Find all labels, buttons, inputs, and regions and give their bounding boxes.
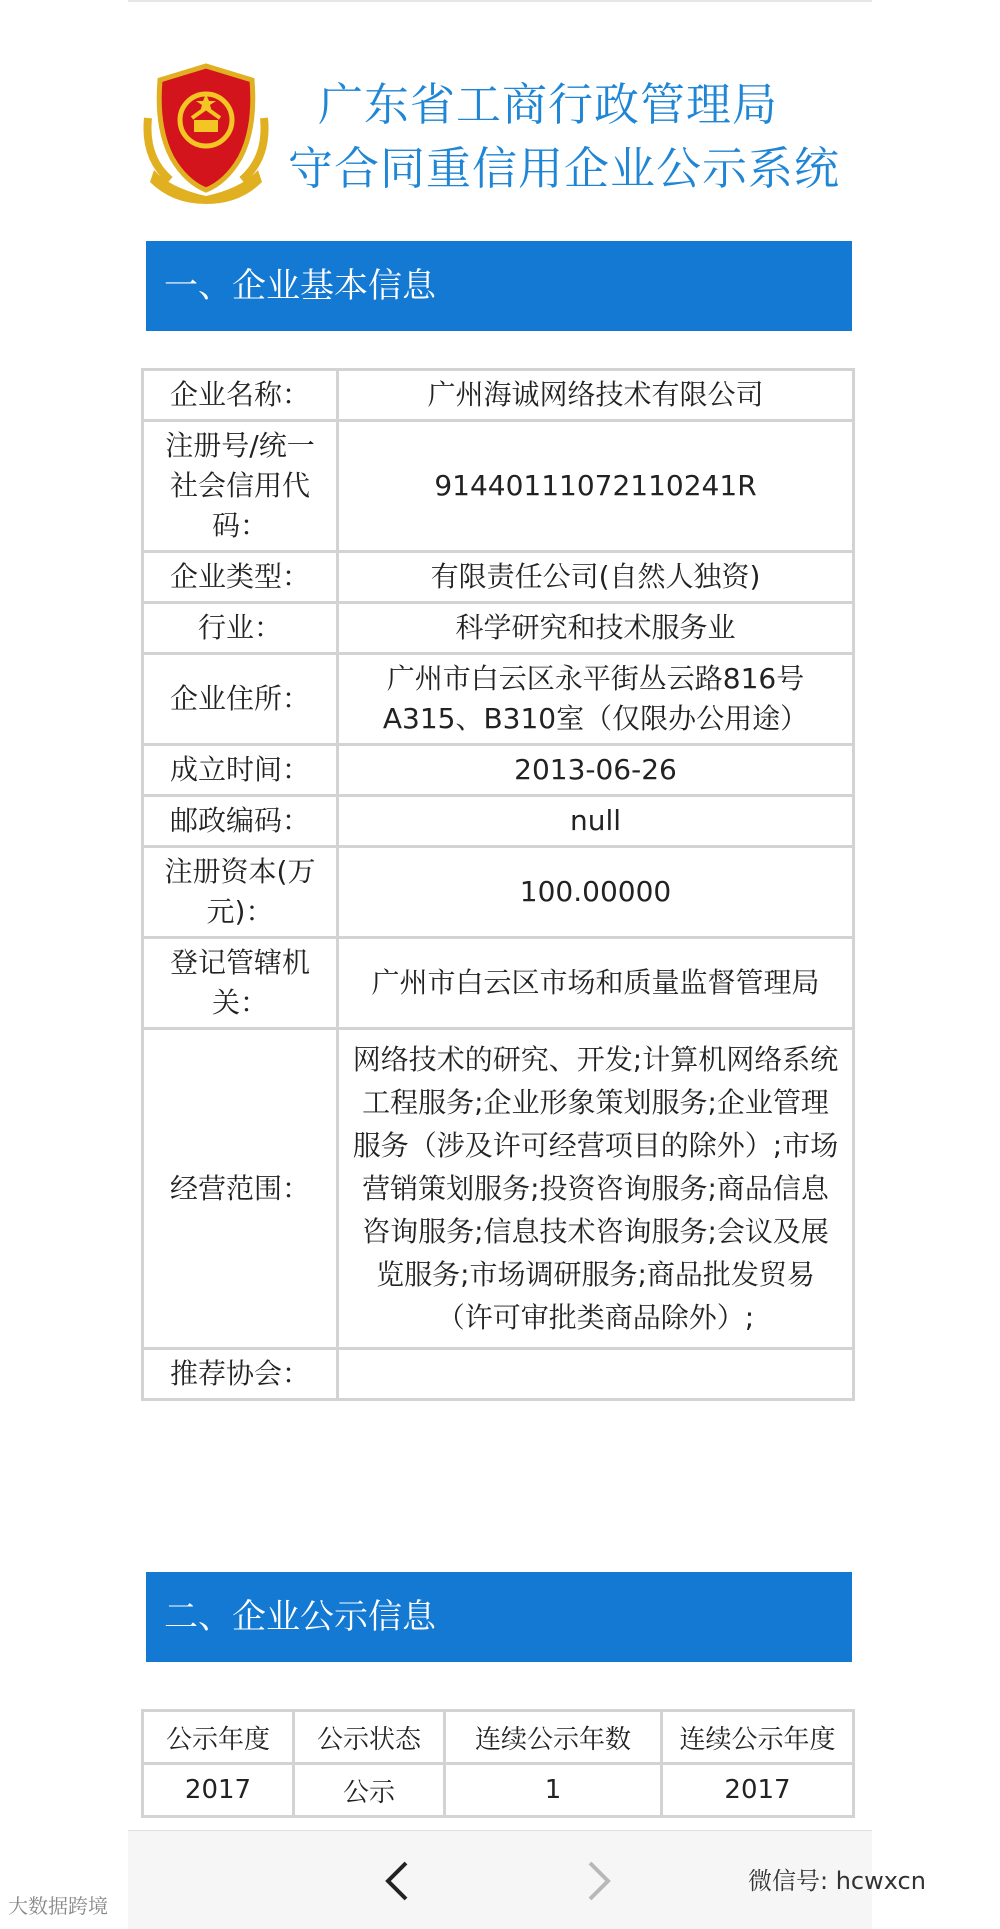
row-label: 推荐协会： — [143, 1349, 338, 1400]
table-row — [143, 603, 854, 654]
col-consecutive-year: 连续公示年度 — [662, 1711, 854, 1764]
table-row — [143, 847, 854, 938]
row-value: 91440111072110241R — [338, 421, 854, 552]
row-label: 登记管辖机关： — [143, 938, 338, 1029]
publicity-header-row — [143, 1711, 854, 1764]
row-value: 网络技术的研究、开发;计算机网络系统工程服务;企业形象策划服务;企业管理服务（涉及许可经营项目的除外）;市场营销策划服务;投资咨询服务;商品信息咨询服务;信息技术咨询服务;会议及展览服务;市场调研服务;商品批发贸易（许可审批类商品除外）; — [338, 1029, 854, 1349]
section-basic-info-title: 一、企业基本信息 — [146, 241, 852, 331]
row-value: 广州市白云区市场和质量监督管理局 — [338, 938, 854, 1029]
row-label: 成立时间： — [143, 745, 338, 796]
browser-bottom-bar — [128, 1830, 926, 1929]
chevron-left-icon[interactable] — [378, 1859, 418, 1903]
row-value: 有限责任公司(自然人独资) — [338, 552, 854, 603]
cell-status: 公示 — [294, 1764, 445, 1817]
row-value: 广州海诚网络技术有限公司 — [338, 370, 854, 421]
table-row — [143, 938, 854, 1029]
wechat-id-label: 微信号: hcwxcn — [748, 1867, 926, 1895]
row-label: 邮政编码： — [143, 796, 338, 847]
left-margin — [0, 0, 128, 1928]
national-emblem-icon — [140, 58, 272, 206]
chevron-right-icon[interactable] — [578, 1859, 618, 1903]
row-value: 2013-06-26 — [338, 745, 854, 796]
row-label: 经营范围： — [143, 1029, 338, 1349]
header-title-line1: 广东省工商行政管理局 — [318, 78, 779, 131]
cell-year: 2017 — [143, 1764, 294, 1817]
row-label: 企业名称： — [143, 370, 338, 421]
table-row — [143, 796, 854, 847]
table-row — [143, 1764, 854, 1817]
row-label: 企业住所： — [143, 654, 338, 745]
row-label: 企业类型： — [143, 552, 338, 603]
col-year: 公示年度 — [143, 1711, 294, 1764]
page-header — [128, 40, 872, 215]
table-row — [143, 421, 854, 552]
table-row — [143, 654, 854, 745]
watermark: 大数据跨境 — [8, 1894, 108, 1918]
row-value: 科学研究和技术服务业 — [338, 603, 854, 654]
table-row — [143, 1349, 854, 1400]
header-title-line2: 守合同重信用企业公示系统 — [288, 142, 841, 195]
row-value: 100.00000 — [338, 847, 854, 938]
row-label: 注册号/统一社会信用代码： — [143, 421, 338, 552]
cell-consecutive-years: 1 — [445, 1764, 662, 1817]
row-label: 行业： — [143, 603, 338, 654]
row-value: 广州市白云区永平街丛云路816号A315、B310室（仅限办公用途） — [338, 654, 854, 745]
cell-consecutive-year: 2017 — [662, 1764, 854, 1817]
table-row — [143, 1029, 854, 1349]
col-status: 公示状态 — [294, 1711, 445, 1764]
table-row — [143, 552, 854, 603]
row-label: 注册资本(万元)： — [143, 847, 338, 938]
section-publicity-title: 二、企业公示信息 — [146, 1572, 852, 1662]
publicity-table — [141, 1709, 855, 1818]
basic-info-table — [141, 368, 855, 1401]
top-divider — [128, 0, 872, 2]
table-row — [143, 370, 854, 421]
row-value: null — [338, 796, 854, 847]
row-value — [338, 1349, 854, 1400]
right-margin — [872, 0, 1000, 1928]
col-consecutive-years: 连续公示年数 — [445, 1711, 662, 1764]
table-row — [143, 745, 854, 796]
